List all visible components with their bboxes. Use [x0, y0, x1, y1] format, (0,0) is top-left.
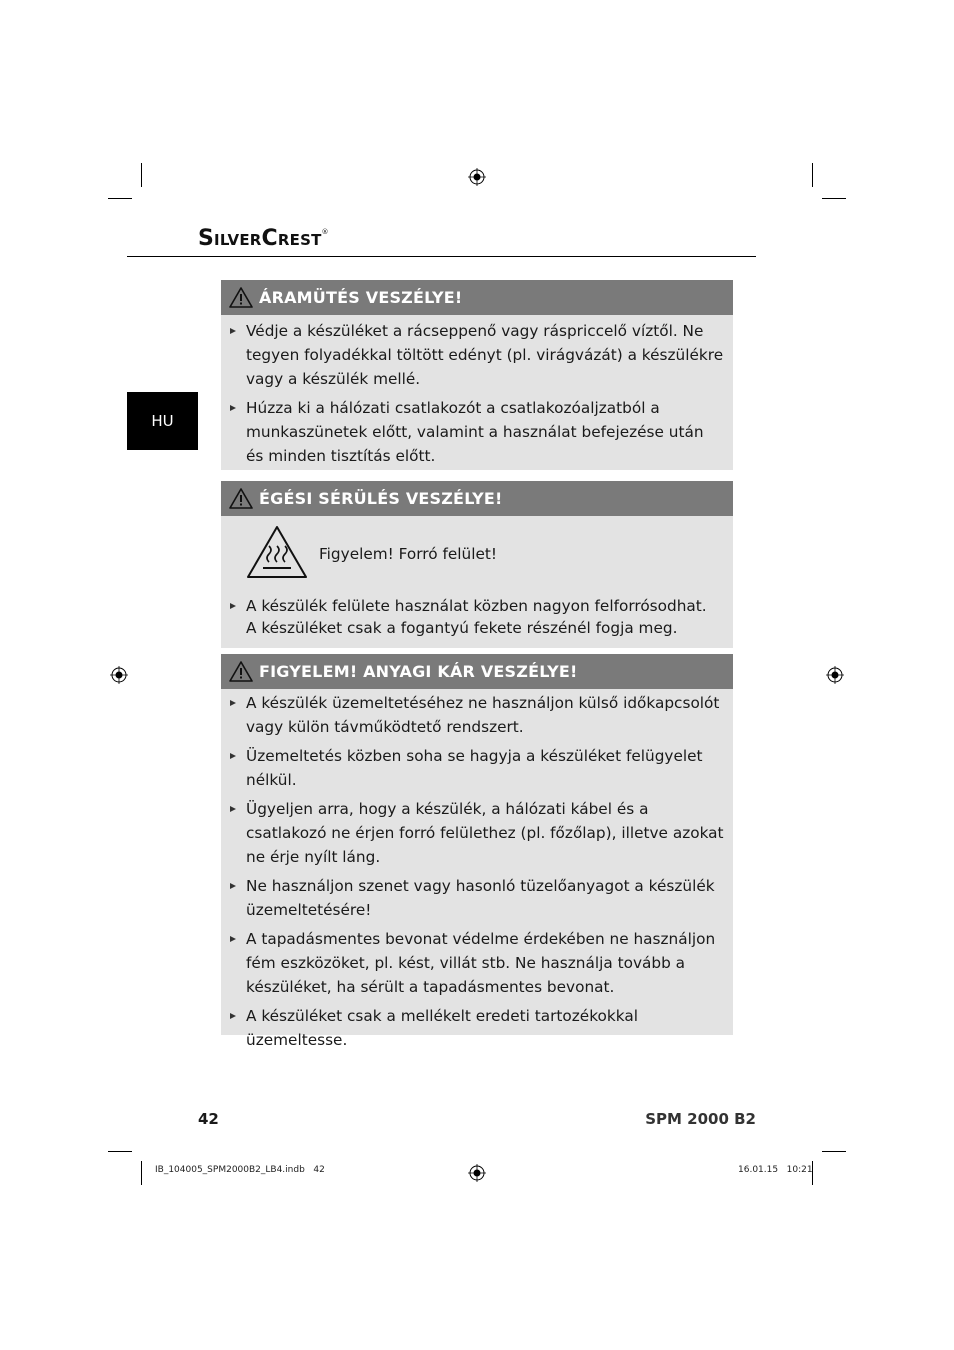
list-item: A készülék üzemeltetéséhez ne használjon külső időkapcsolót vagy külön távműködtető rendszert.: [221, 691, 733, 739]
list-item: Húzza ki a hálózati csatlakozót a csatlakozóaljzatból a munkaszünetek előtt, valamint a használat befejezése után és minden tisztítás előtt.: [221, 396, 733, 468]
language-tab: HU: [127, 392, 198, 450]
registration-mark-icon: [826, 666, 844, 684]
section-header: [221, 654, 733, 689]
list-item-line: A készülék felülete használat közben nagyon felforrósodhat.: [246, 597, 707, 615]
electric-shock-warning: [221, 280, 733, 470]
list-item: Ne használjon szenet vagy hasonló tüzelőanyagot a készülék üzemeltetésére!: [221, 874, 733, 922]
brand-logo: SILVERCREST®: [198, 226, 329, 251]
list-item: Ügyeljen arra, hogy a készülék, a hálózati kábel és a csatlakozó ne érjen forró felülethez (pl. főzőlap), illetve azokat ne érje nyílt láng.: [221, 797, 733, 869]
registration-mark-icon: [110, 666, 128, 684]
list-item: [221, 594, 733, 618]
crop-mark: [141, 163, 142, 187]
list-item: Védje a készüléket a rácseppenő vagy ráspriccelő víztől. Ne tegyen folyadékkal töltött edényt (pl. virágvázát) a készülékre vagy a készülék mellé.: [221, 319, 733, 391]
section-title: FIGYELEM! ANYAGI KÁR VESZÉLYE!: [259, 662, 578, 681]
list-item: Üzemeltetés közben soha se hagyja a készüléket felügyelet nélkül.: [221, 744, 733, 792]
hot-surface-label: Figyelem! Forró felület!: [319, 545, 498, 563]
list-item-continuation: A készüléket csak a fogantyú fekete részénél fogja meg.: [246, 619, 678, 637]
warning-triangle-icon: [229, 488, 253, 509]
crop-mark: [822, 1151, 846, 1152]
model-name: SPM 2000 B2: [645, 1110, 756, 1128]
crop-mark: [812, 163, 813, 187]
crop-mark: [108, 1151, 132, 1152]
material-damage-warning: [221, 654, 733, 1049]
section-header: [221, 280, 733, 315]
section-title: ÉGÉSI SÉRÜLÉS VESZÉLYE!: [259, 489, 503, 508]
section-header: [221, 481, 733, 516]
hot-surface-icon: [245, 524, 309, 584]
burn-warning: [221, 481, 733, 648]
crop-mark: [108, 198, 132, 199]
list-item: A készüléket csak a mellékelt eredeti tartozékokkal üzemeltesse.: [221, 1004, 733, 1052]
registration-mark-icon: [468, 1164, 486, 1182]
page-number: 42: [198, 1110, 219, 1128]
print-slug-date: 16.01.15 10:21: [738, 1165, 813, 1175]
registration-mark-icon: [468, 168, 486, 186]
crop-mark: [822, 198, 846, 199]
hot-surface-row: [221, 520, 733, 588]
list-item: A tapadásmentes bevonat védelme érdekében ne használjon fém eszközöket, pl. kést, villát stb. Ne használja tovább a készüléket, ha sérült a tapadásmentes bevonat.: [221, 927, 733, 999]
section-title: ÁRAMÜTÉS VESZÉLYE!: [259, 288, 463, 307]
crop-mark: [141, 1161, 142, 1185]
warning-triangle-icon: [229, 661, 253, 682]
header-rule: [127, 256, 756, 257]
print-slug-file: IB_104005_SPM2000B2_LB4.indb 42: [155, 1165, 325, 1175]
warning-triangle-icon: [229, 287, 253, 308]
